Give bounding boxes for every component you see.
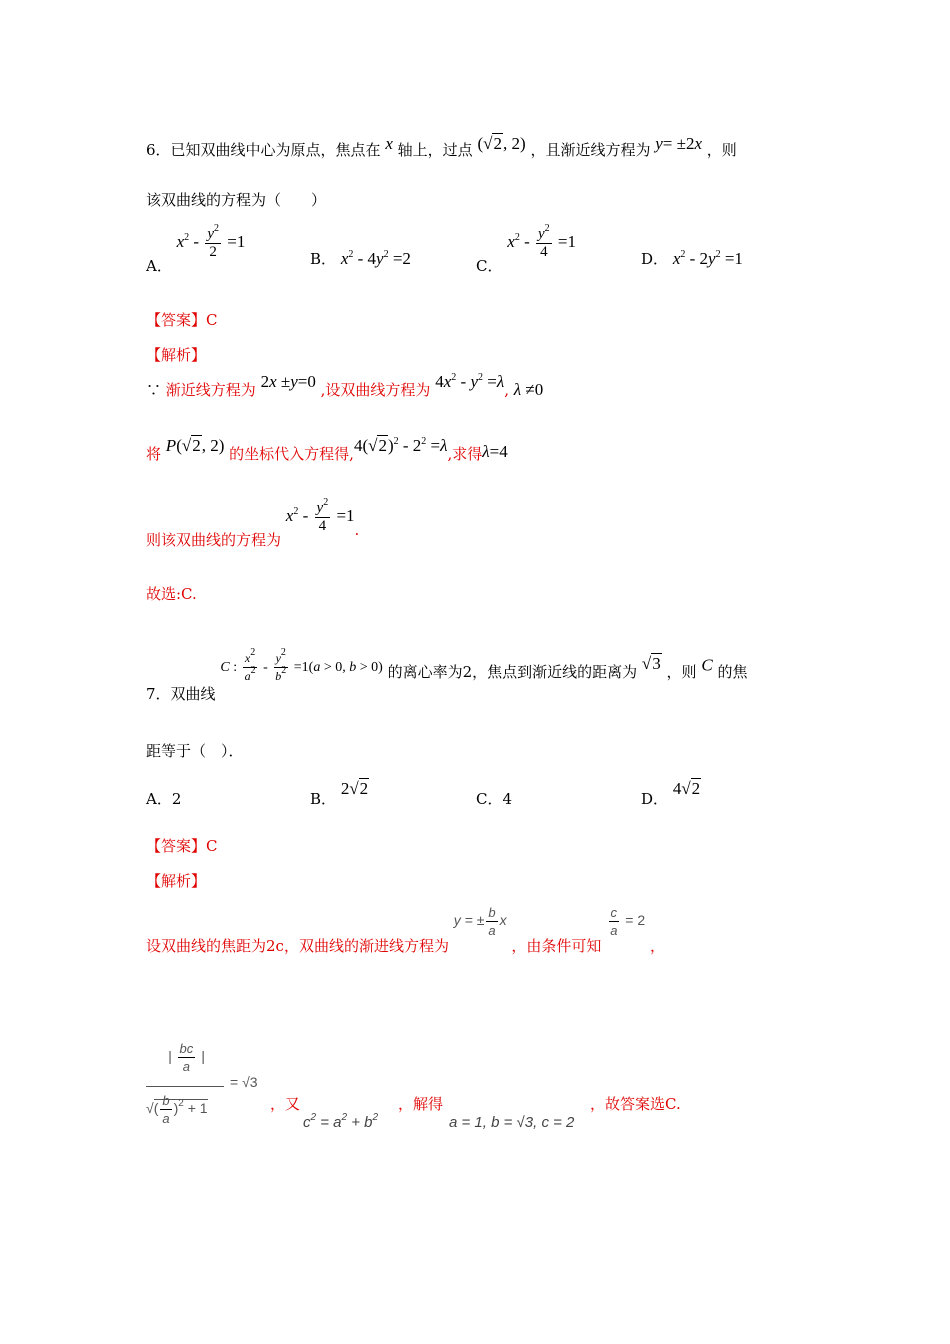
q6-answer: 【答案】C: [146, 311, 218, 329]
q7-solution-end: ，故答案选C.: [590, 1095, 681, 1113]
q7-line2: 距等于（ ）．: [146, 742, 244, 760]
q7-distance-formula: | $\frac{bc}{a}$ | = √3 √( $\frac{b}{a}$ )$^2$ + 1: [146, 1041, 258, 1126]
q6-solution-line1: ∵ 渐近线方程为 2x ±y=0 ,设双曲线方程为 $4x^2 - y^2 =\lambda$, λ ≠0: [146, 372, 544, 399]
q7-option-b: B． 2√2: [310, 779, 369, 808]
q6-analysis: 【解析】: [146, 346, 207, 364]
q6-option-a: A． $x^2$ - $\frac{y^2}{2}$ =1: [146, 223, 246, 276]
q6-line2: 该双曲线的方程为（ ）: [146, 191, 327, 209]
q6-line1: [146, 134, 737, 160]
q6-option-c: C． $x^2$ - $\frac{y^2}{4}$ =1: [476, 223, 576, 276]
q7-option-d: D． 4√2: [641, 779, 701, 808]
q7-option-c: C．4: [476, 790, 513, 808]
q6-text3: ，且渐近线方程为: [530, 141, 651, 159]
q7-solution-also: ，又: [270, 1095, 301, 1113]
q6-text1: 已知双曲线中心为原点，焦点在: [170, 141, 381, 159]
q7-solution-solve: ，解得: [398, 1095, 444, 1113]
q6-asymptote: y= ±2x: [655, 134, 702, 153]
q7-option-a: A．2: [146, 790, 182, 808]
q6-option-b: B． $x^2 - 4y^2 =2$: [310, 249, 411, 268]
q7-answer: 【答案】C: [146, 837, 218, 855]
q6-point: (√2, 2): [477, 134, 526, 153]
q6-option-d: D． $x^2 - 2y^2 =1$: [641, 249, 743, 268]
q7-relation: $c^2 = a^2 + b^2$: [303, 1112, 379, 1131]
q7-solution-line1: 设双曲线的焦距为2c，双曲线的渐进线方程为 y = ± $\frac{b}{a}$ x ，由条件可知 $\frac{c}{a}$ = 2 ，: [146, 905, 665, 956]
q6-number: 6．: [146, 141, 171, 159]
q7-result: a = 1, b = √3, c = 2: [449, 1114, 575, 1131]
q6-solution-line4: 故选:C.: [146, 585, 197, 603]
q6-solution-line3: 则该双曲线的方程为 $x^2$ - $\frac{y^2}{4}$ =1.: [146, 497, 360, 550]
q7-analysis: 【解析】: [146, 872, 207, 890]
q6-text4: ，则: [706, 141, 737, 159]
q6-var-x: x: [385, 134, 393, 153]
q6-text2: 轴上，过点: [397, 141, 473, 159]
q7-line1: 7．双曲线 C : $\frac{x^2}{a^2}$ - $\frac{y^2}{b^2}$ =1(a > 0, b > 0) 的离心率为2，焦点到渐近线的距离为 √3 ，则 C 的焦: [146, 647, 748, 703]
q6-solution-line2: 将 P(√2, 2) 的坐标代入方程得$,4(√2)^2 - 2^2 =\lambda$,求得λ=4: [146, 436, 508, 463]
